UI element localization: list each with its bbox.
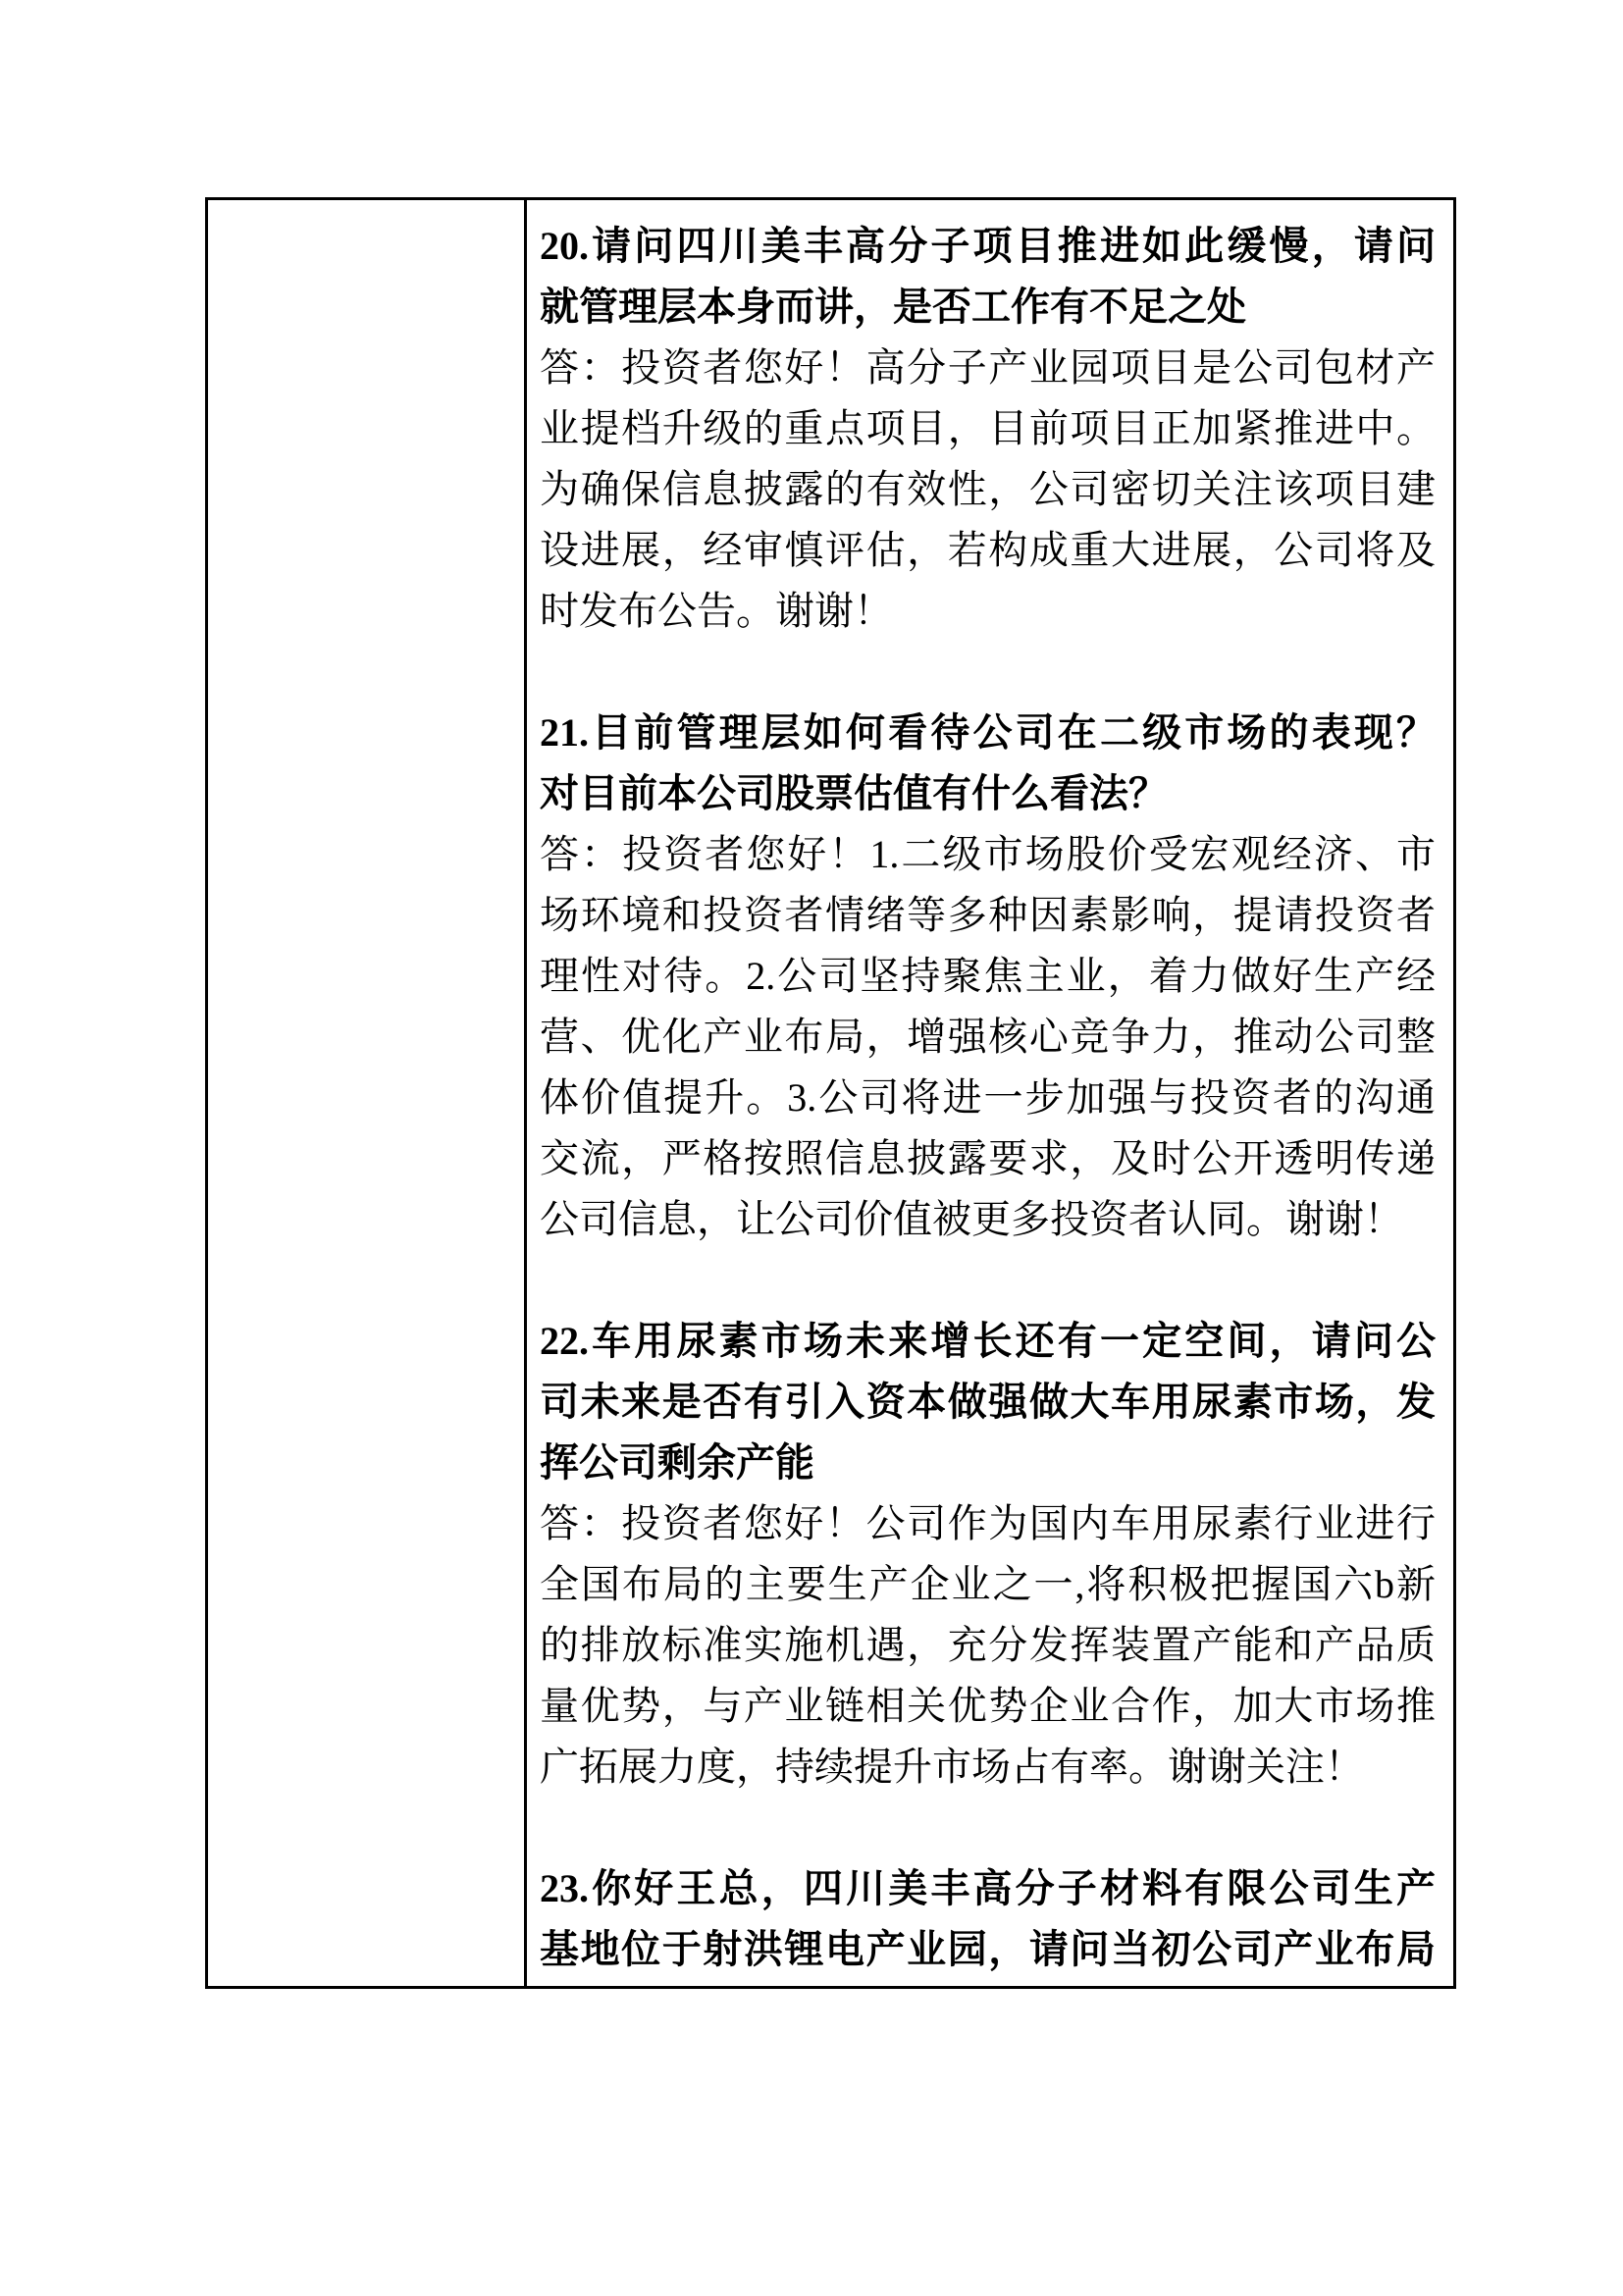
answer-line: 为确保信息披露的有效性，公司密切关注该项目建 <box>540 467 1436 511</box>
question-line: 司未来是否有引入资本做强做大车用尿素市场，发 <box>540 1380 1436 1424</box>
qa-block-22 <box>540 1311 1436 1798</box>
answer-20 <box>540 338 1436 642</box>
qa-block-20 <box>540 216 1436 642</box>
answer-22 <box>540 1493 1436 1798</box>
question-line: 挥公司剩余产能 <box>540 1440 814 1485</box>
qa-block-23 <box>540 1858 1436 1980</box>
question-21 <box>540 703 1436 824</box>
answer-line: 答：投资者您好！高分子产业园项目是公司包材产 <box>540 345 1436 390</box>
answer-line: 全国布局的主要生产企业之一,将积极把握国六b新 <box>540 1562 1436 1606</box>
question-22 <box>540 1311 1436 1493</box>
answer-line: 交流，严格按照信息披露要求，及时公开透明传递 <box>540 1136 1436 1180</box>
question-line: 21.目前管理层如何看待公司在二级市场的表现？ <box>540 710 1436 755</box>
question-line: 就管理层本身而讲，是否工作有不足之处 <box>540 285 1246 329</box>
answer-21 <box>540 824 1436 1250</box>
answer-line: 公司信息，让公司价值被更多投资者认同。谢谢！ <box>540 1197 1403 1241</box>
question-line: 20.请问四川美丰高分子项目推进如此缓慢，请问 <box>540 224 1436 268</box>
question-line: 23.你好王总，四川美丰高分子材料有限公司生产 <box>540 1866 1436 1910</box>
answer-line: 场环境和投资者情绪等多种因素影响，提请投资者 <box>540 893 1436 937</box>
question-line: 基地位于射洪锂电产业园，请问当初公司产业布局 <box>540 1927 1436 1971</box>
question-line: 22.车用尿素市场未来增长还有一定空间，请问公 <box>540 1319 1436 1363</box>
answer-line: 理性对待。2.公司坚持聚焦主业，着力做好生产经 <box>540 954 1436 998</box>
answer-line: 设进展，经审慎评估，若构成重大进展，公司将及 <box>540 528 1436 572</box>
answer-line: 答：投资者您好！公司作为国内车用尿素行业进行 <box>540 1501 1436 1545</box>
qa-block-21 <box>540 703 1436 1250</box>
question-23 <box>540 1858 1436 1980</box>
qa-table <box>205 197 1456 1989</box>
answer-line: 时发布公告。谢谢！ <box>540 589 893 633</box>
answer-line: 量优势，与产业链相关优势企业合作，加大市场推 <box>540 1684 1436 1728</box>
answer-line: 体价值提升。3.公司将进一步加强与投资者的沟通 <box>540 1075 1436 1120</box>
answer-line: 广拓展力度，持续提升市场占有率。谢谢关注！ <box>540 1745 1364 1789</box>
question-20 <box>540 216 1436 338</box>
answer-line: 营、优化产业布局，增强核心竞争力，推动公司整 <box>540 1015 1436 1059</box>
answer-line: 业提档升级的重点项目，目前项目正加紧推进中。 <box>540 406 1436 450</box>
empty-left-cell <box>208 200 527 1986</box>
answer-line: 的排放标准实施机遇，充分发挥装置产能和产品质 <box>540 1623 1436 1667</box>
qa-content-cell <box>527 200 1453 1986</box>
answer-line: 答：投资者您好！1.二级市场股价受宏观经济、市 <box>540 832 1436 876</box>
question-line: 对目前本公司股票估值有什么看法？ <box>540 771 1168 815</box>
